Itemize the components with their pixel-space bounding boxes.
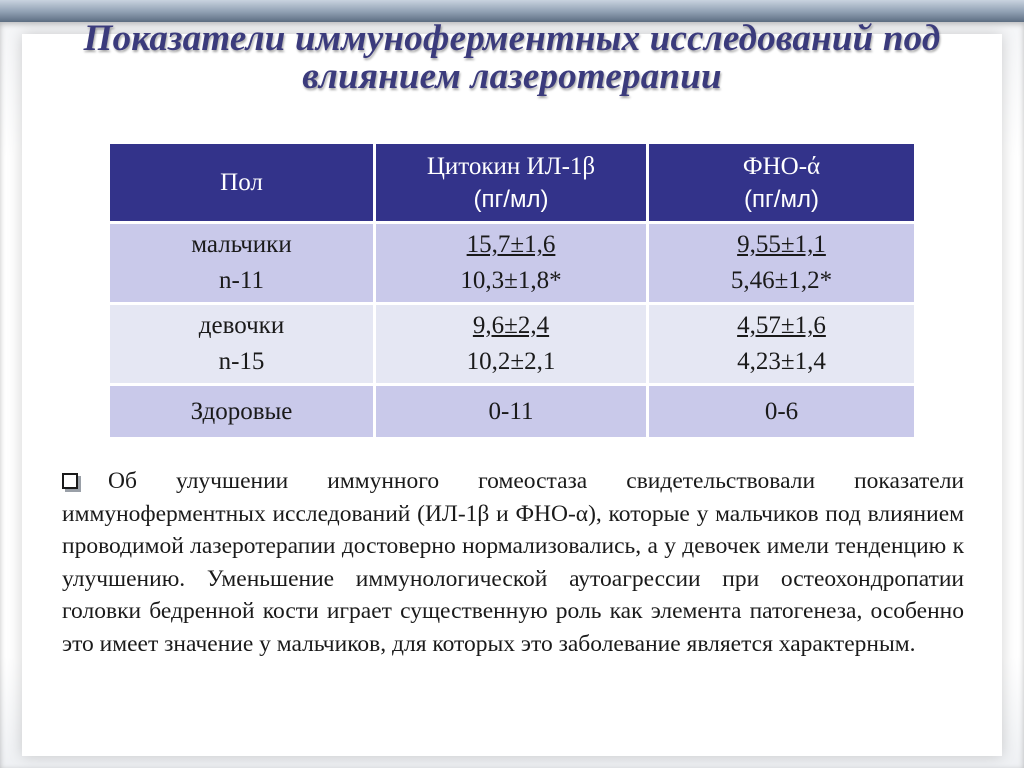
- checkbox-bullet-icon: [62, 473, 78, 489]
- cell-group: [110, 386, 373, 437]
- header-il1-name: Цитокин ИЛ-1β: [426, 152, 596, 180]
- cell-il1: [376, 305, 646, 383]
- group-label: девочки: [198, 312, 285, 339]
- conclusion-paragraph: [62, 465, 964, 660]
- cell-il1: [376, 224, 646, 302]
- table-row-boys: [110, 224, 914, 302]
- il1-after-value: 10,2±2,1: [466, 348, 556, 375]
- group-n: n-11: [219, 267, 264, 294]
- cell-il1: [376, 386, 646, 437]
- header-tnf: [649, 144, 914, 221]
- header-tnf-name: ФНО-ά: [742, 152, 821, 180]
- header-sex: [110, 144, 373, 221]
- tnf-before-value: 4,57±1,6: [737, 312, 826, 339]
- header-sex-label: Пол: [220, 169, 263, 196]
- group-n: n-15: [218, 348, 265, 375]
- group-label: мальчики: [191, 231, 292, 258]
- cell-group: [110, 224, 373, 302]
- header-il1-unit: (пг/мл): [473, 185, 549, 213]
- tnf-before-value: 9,55±1,1: [737, 231, 826, 258]
- conclusion-text: Об улучшении иммунного гомеостаза свидетельствовали показатели иммуноферментных исследований (ИЛ-1β и ФНО-α), которые у мальчиков под влиянием проводимой лазеротерапии достоверно нормализовались, а у девочек имели тенденцию к улучшению. Уменьшение иммунологической аутоагрессии при остеохондропатии головки бедренной кости играет существенную роль как элемента патогенеза, особенно это имеет значение у мальчиков, для которых это заболевание является характерным.: [62, 468, 964, 657]
- tnf-norm-value: 0-6: [764, 397, 799, 425]
- table-row-girls: [110, 305, 914, 383]
- cell-tnf: [649, 386, 914, 437]
- il1-before-value: 15,7±1,6: [466, 231, 556, 258]
- slide-title: Показатели иммуноферментных исследований под влиянием лазеротерапии: [83, 18, 941, 97]
- results-table: [107, 141, 917, 440]
- group-label: Здоровые: [190, 397, 293, 425]
- table-header-row: [110, 144, 914, 221]
- il1-after-value: 10,3±1,8*: [460, 267, 562, 294]
- tnf-after-value: 5,46±1,2*: [730, 267, 833, 294]
- tnf-after-value: 4,23±1,4: [737, 348, 826, 375]
- cell-tnf: [649, 305, 914, 383]
- cell-tnf: [649, 224, 914, 302]
- header-tnf-unit: (пг/мл): [744, 185, 819, 213]
- il1-norm-value: 0-11: [488, 397, 534, 425]
- cell-group: [110, 305, 373, 383]
- table-row-healthy: [110, 386, 914, 437]
- header-il1: [376, 144, 646, 221]
- il1-before-value: 9,6±2,4: [472, 312, 550, 339]
